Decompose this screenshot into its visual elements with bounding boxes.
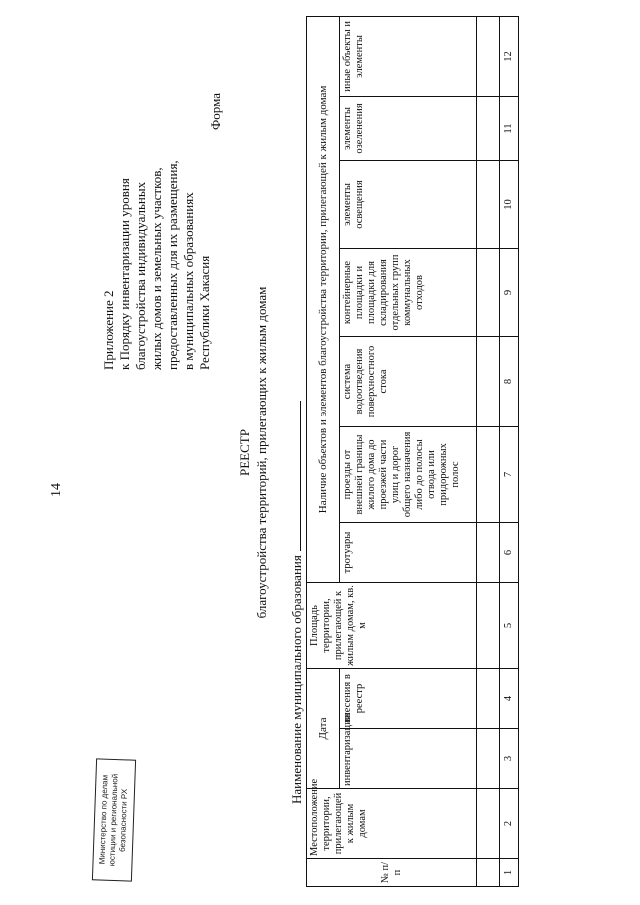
table-cell xyxy=(477,523,500,583)
sub-header-row xyxy=(340,16,477,886)
group-header-date: Дата xyxy=(307,669,340,789)
col-header-lighting: элементы освещения xyxy=(340,161,477,249)
col-header-waste-sites: контейнерные площадки и площадки для складирования отдельных групп коммунальных отходов xyxy=(340,249,477,337)
registry-table xyxy=(306,16,519,887)
column-number: 8 xyxy=(500,337,519,427)
appendix-line: Республики Хакасия xyxy=(197,255,212,370)
table-cell xyxy=(477,859,500,887)
table-cell xyxy=(477,161,500,249)
appendix-line: предоставленных для их размещения, xyxy=(165,160,180,370)
column-number: 1 xyxy=(500,859,519,887)
group-header-row xyxy=(307,16,340,886)
municipality-label: Наименование муниципального образования xyxy=(289,555,304,804)
column-number: 3 xyxy=(500,729,519,789)
col-header-number: № п/п xyxy=(307,859,477,887)
column-number: 9 xyxy=(500,249,519,337)
table-cell xyxy=(477,729,500,789)
col-header-other: иные объекты и элементы xyxy=(340,16,477,96)
appendix-line: жилых домов и земельных участков, xyxy=(149,167,164,370)
appendix-line: к Порядку инвентаризации уровня xyxy=(117,178,132,370)
column-number: 10 xyxy=(500,161,519,249)
column-number: 4 xyxy=(500,669,519,729)
column-number: 7 xyxy=(500,427,519,523)
appendix-line: благоустройства индивидуальных xyxy=(133,181,148,370)
table-cell xyxy=(477,583,500,669)
column-number: 12 xyxy=(500,16,519,96)
table-cell xyxy=(477,669,500,729)
municipality-blank-line xyxy=(288,401,301,551)
column-number-row xyxy=(500,16,519,886)
ministry-stamp xyxy=(92,758,136,881)
column-number: 6 xyxy=(500,523,519,583)
stamp-line: Министерство по делам xyxy=(97,774,110,865)
col-header-driveways: проезды от внешней границы жилого дома до проезжей части улиц и дорог общего назначения либо до полосы отвода или придорожных полос xyxy=(340,427,477,523)
table-cell xyxy=(477,789,500,859)
table-cell xyxy=(477,16,500,96)
table-cell xyxy=(477,249,500,337)
col-header-inventory-date: инвентаризации xyxy=(340,729,477,789)
group-header-objects: Наличие объектов и элементов благоустройства территории, прилегающей к жилым домам xyxy=(307,16,340,582)
column-number: 5 xyxy=(500,583,519,669)
appendix-title: Приложение 2 xyxy=(101,290,116,370)
table-cell xyxy=(477,337,500,427)
column-number: 2 xyxy=(500,789,519,859)
page-number: 14 xyxy=(49,483,64,497)
document-subtitle: благоустройства территорий, прилегающих к жилым домам xyxy=(254,286,269,619)
appendix-block xyxy=(101,40,213,370)
form-label: Форма xyxy=(208,93,223,130)
stamp-line: юстиции и региональной xyxy=(107,773,120,867)
table-cell xyxy=(477,97,500,161)
col-header-drainage: система водоотведения поверхностного стока xyxy=(340,337,477,427)
table-cell xyxy=(477,427,500,523)
municipality-field xyxy=(288,401,305,804)
col-header-location: Местоположение территории, прилегающей к жилым домам xyxy=(307,789,477,859)
stamp-line: безопасности РХ xyxy=(117,788,130,853)
col-header-sidewalks: тротуары xyxy=(340,523,477,583)
col-header-area: Площадь территории, прилегающей к жилым домам, кв. м xyxy=(307,583,477,669)
document-title: РЕЕСТР xyxy=(237,429,252,476)
column-number: 11 xyxy=(500,97,519,161)
col-header-greenery: элементы озеленения xyxy=(340,97,477,161)
col-header-registry-date: внесения в реестр xyxy=(340,669,477,729)
spacer-row xyxy=(477,16,500,886)
appendix-line: в муниципальных образованиях xyxy=(181,192,196,370)
